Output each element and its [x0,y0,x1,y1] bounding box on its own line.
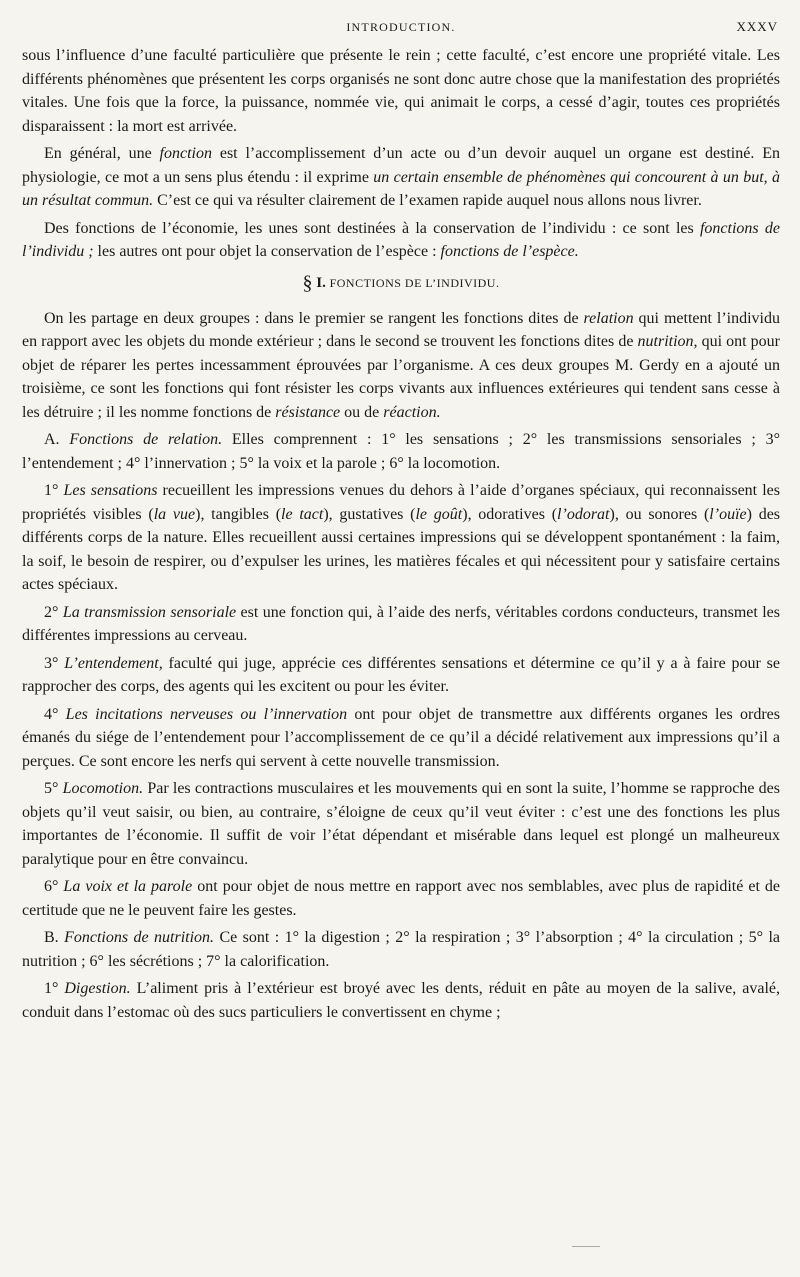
text-run: 1° [44,980,65,997]
text-run: les autres ont pour objet la conservation de l’espèce : [93,243,441,260]
italic-term: l’ouïe [709,505,747,523]
text-run: ont pour objet de nous mettre en rapport avec nos semblables, avec plus de rapidité et de certitude que ne le peuvent faire les gestes. [22,878,781,919]
section-title: FONCTIONS DE L’INDIVIDU. [329,275,500,290]
text-run: ) des différents corps de la nature. Elles recueillent aussi certaines impressions qui se développent spontanément : la faim, la soif, le besoin de respirer, ou d’expulser les urines, les matières fécales et qui nécessitent pour y satisfaire certains actes spéciaux. [22,505,781,593]
italic-term: Les sensations [63,482,158,499]
text-run: A. [44,431,70,448]
paragraph-10 [22,777,780,871]
italic-term: réaction. [383,403,441,421]
text-run: Par les contractions musculaires et les mouvements qui en sont la suite, l’homme se rapproche des objets qu’il veut saisir, ou bien, au contraire, s’éloigne de ceux qu’il veut éviter : c’est une des fonctions les plus importantes de l’économie. Il suffit de voir l’état dépendant et misérable dans lequel est plongé un malheureux paralytique pour en être convaincu. [22,780,781,868]
italic-term: Les incitations nerveuses ou l’innervation [65,705,348,723]
text-run: On les partage en deux groupes : dans le premier se rangent les fonctions dites de [44,309,584,327]
text-run: 2° [44,603,63,621]
text-run: qui mettent l’individu en rapport avec les objets du monde extérieur ; dans le second se trouvent les fonctions dites de [22,309,781,350]
paragraph-6 [22,479,780,597]
paragraph-12 [22,926,780,973]
text-run: L’aliment pris à l’extérieur est broyé avec les dents, réduit en pâte au moyen de la salive, avalé, conduit dans l’estomac où des sucs particuliers le convertissent en chyme ; [22,980,780,1021]
text-run: C’est ce qui va résulter clairement de l’examen rapide auquel nous allons nous livrer. [153,192,702,209]
paragraph-3 [22,217,780,264]
running-header [22,14,780,44]
italic-term: fonction [159,145,212,162]
section-heading [22,272,780,295]
page-number: XXXV [736,19,778,34]
text-run: faculté qui juge, apprécie ces différentes sensations et détermine ce qu’il y a à faire pour se rapprocher des corps, des agents qui les excitent ou pour les éviter. [22,654,780,695]
text-run: 5° [44,780,63,797]
paragraph-9 [22,703,780,774]
paragraph-4 [22,307,780,425]
text-run: ou de [340,403,384,421]
italic-term: Fonctions de nutrition. [64,929,215,946]
italic-term: un certain ensemble de phénomènes qui concourent à un but, à un résultat commun. [22,168,781,209]
text-run: recueillent les impressions venues du dehors à l’aide d’organes spéciaux, qui reconnaissent les propriétés visibles ( [22,482,780,523]
text-run: B. [44,929,65,946]
italic-term: fonctions de l’individu ; [22,219,781,260]
text-run: ), gustatives ( [323,505,416,523]
text-body [22,44,780,1024]
text-run: ), odoratives ( [462,505,558,523]
text-run: 3° [44,654,65,672]
paragraph-5 [22,428,780,475]
italic-term: fonctions de l’espèce. [440,243,579,260]
italic-term: le goût [415,505,463,523]
italic-term: L’entendement, [64,654,163,672]
italic-term: la vue [153,505,196,523]
text-run: 4° [44,705,66,723]
paragraph-13 [22,977,780,1024]
italic-term: Fonctions de relation. [69,431,223,448]
text-run: 6° [44,878,64,895]
text-run: est une fonction qui, à l’aide des nerfs, véritables cordons conducteurs, transmet les différentes impressions au cerveau. [22,603,780,644]
section-number: I. [316,274,326,291]
text-run: 1° [44,482,64,499]
italic-term: Locomotion. [62,780,144,797]
italic-term: La transmission sensoriale [62,603,237,621]
text-run: Ce sont : 1° la digestion ; 2° la respiration ; 3° l’absorption ; 4° la circulation ; 5° la nutrition ; 6° les sécrétions ; 7° la calorification. [22,929,781,970]
text-run: ), tangibles ( [195,505,282,523]
paragraph-2 [22,142,780,213]
paragraph-7 [22,601,780,648]
italic-term: résistance [275,403,341,421]
text-run: Elles comprennent : 1° les sensations ; 2° les transmissions sensoriales ; 3° l’entendement ; 4° l’innervation ; 5° la voix et la parole ; 6° la locomotion. [22,431,781,472]
italic-term: l’odorat [557,505,610,523]
italic-term: le tact [281,505,324,523]
text-run: ), ou sonores ( [609,505,710,523]
running-title: INTRODUCTION. [346,20,456,34]
paragraph-1: sous l’influence d’une faculté particulière que présente le rein ; cette faculté, c’est encore une propriété vitale. Les différents phénomènes que présentent les corps organisés ne sont donc autre chose que la manifestation des propriétés vitales. Une fois que la force, la puissance, nommée vie, qui animait le corps, a cessé d’agir, toutes ces propriétés disparaissent : la mort est arrivée. [22,47,780,135]
paragraph-11 [22,875,780,922]
italic-term: Digestion. [64,980,131,997]
italic-term: La voix et la parole [63,878,193,895]
section-sign: § [302,271,313,294]
text-run: Des fonctions de l’économie, les unes sont destinées à la conservation de l’individu : ce sont les [44,219,700,237]
italic-term: relation [583,309,634,327]
text-run: En général, une [44,145,160,162]
text-run: qui ont pour objet de réparer les pertes incessamment éprouvées par l’organisme. A ces deux groupes M. Gerdy en a ajouté un troisième, ce sont les fonctions qui font résister les corps vivants aux influences extérieures qui tendent sans cesse à les détruire ; il les nomme fonctions de [22,333,780,421]
print-mark [572,1246,600,1247]
text-run: est l’accomplissement d’un acte ou d’un devoir auquel un organe est destiné. En physiologie, ce mot a un sens plus étendu : il exprime [22,145,780,186]
italic-term: nutrition, [637,333,698,350]
text-run: ont pour objet de transmettre aux différents organes les ordres émanés du siége de l’entendement pour l’accomplissement de ce qu’il a décidé relativement aux impressions qu’il a perçues. Ce sont encore les nerfs qui servent à cette nouvelle transmission. [22,705,781,770]
paragraph-8 [22,652,780,699]
